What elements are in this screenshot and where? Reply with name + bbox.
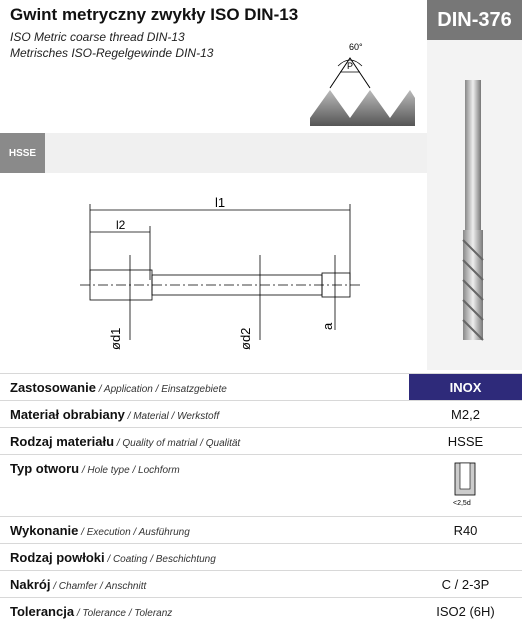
standard-badge: DIN-376 <box>427 0 522 40</box>
spec-value: R40 <box>409 517 522 544</box>
spec-row-quality <box>0 428 522 455</box>
pitch-label: P <box>347 61 353 71</box>
spec-label: Typ otworu <box>10 461 79 476</box>
spec-label: Zastosowanie <box>10 380 96 395</box>
spec-row-hole-type <box>0 455 522 517</box>
subtitle-de: Metrisches ISO-Regelgewinde DIN-13 <box>10 46 213 60</box>
spec-label-translation: / Tolerance / Toleranz <box>74 608 172 619</box>
material-tag-bar <box>0 133 427 173</box>
spec-label-translation: / Quality of matrial / Qualität <box>114 438 240 449</box>
technical-drawing <box>60 190 380 360</box>
spec-value: C / 2-3P <box>409 571 522 598</box>
page-title: Gwint metryczny zwykły ISO DIN-13 <box>10 5 298 25</box>
spec-value: HSSE <box>409 428 522 455</box>
thread-teeth <box>310 90 415 126</box>
spec-label: Materiał obrabiany <box>10 407 125 422</box>
l2-label: l2 <box>116 218 126 232</box>
spec-row-tolerance <box>0 598 522 624</box>
spec-label-translation: / Hole type / Lochform <box>79 465 180 476</box>
spec-label-translation: / Material / Werkstoff <box>125 411 219 422</box>
blind-hole-icon <box>450 461 480 507</box>
spec-label: Tolerancja <box>10 604 74 619</box>
hole-depth-label: <2,5d <box>453 500 471 507</box>
spec-label-translation: / Chamfer / Anschnitt <box>50 581 146 592</box>
spec-value: ISO2 (6H) <box>409 598 522 624</box>
thread-profile-diagram <box>305 38 420 128</box>
spec-label: Wykonanie <box>10 523 78 538</box>
spec-label-translation: / Application / Einsatzgebiete <box>96 384 227 395</box>
spec-label-translation: / Execution / Ausführung <box>78 527 189 538</box>
a-label: a <box>320 322 335 330</box>
spec-row-coating <box>0 544 522 571</box>
spec-label: Rodzaj powłoki <box>10 550 105 565</box>
l1-label: l1 <box>215 195 225 210</box>
subtitle-en: ISO Metric coarse thread DIN-13 <box>10 30 185 44</box>
spec-row-application <box>0 374 522 401</box>
d2-label: ød2 <box>238 328 253 350</box>
tool-photo <box>427 40 522 370</box>
spec-label: Rodzaj materiału <box>10 434 114 449</box>
spec-label: Nakrój <box>10 577 50 592</box>
angle-label: 60° <box>349 42 363 52</box>
spec-value: INOX <box>409 374 522 401</box>
spec-value <box>409 544 522 571</box>
spec-row-material <box>0 401 522 428</box>
spec-value: M2,2 <box>409 401 522 428</box>
spec-row-chamfer <box>0 571 522 598</box>
spec-label-translation: / Coating / Beschichtung <box>105 554 216 565</box>
spec-table <box>0 373 522 624</box>
spec-row-execution <box>0 517 522 544</box>
material-tag: HSSE <box>0 133 45 173</box>
d1-label: ød1 <box>108 328 123 350</box>
tool-shank <box>465 80 481 230</box>
